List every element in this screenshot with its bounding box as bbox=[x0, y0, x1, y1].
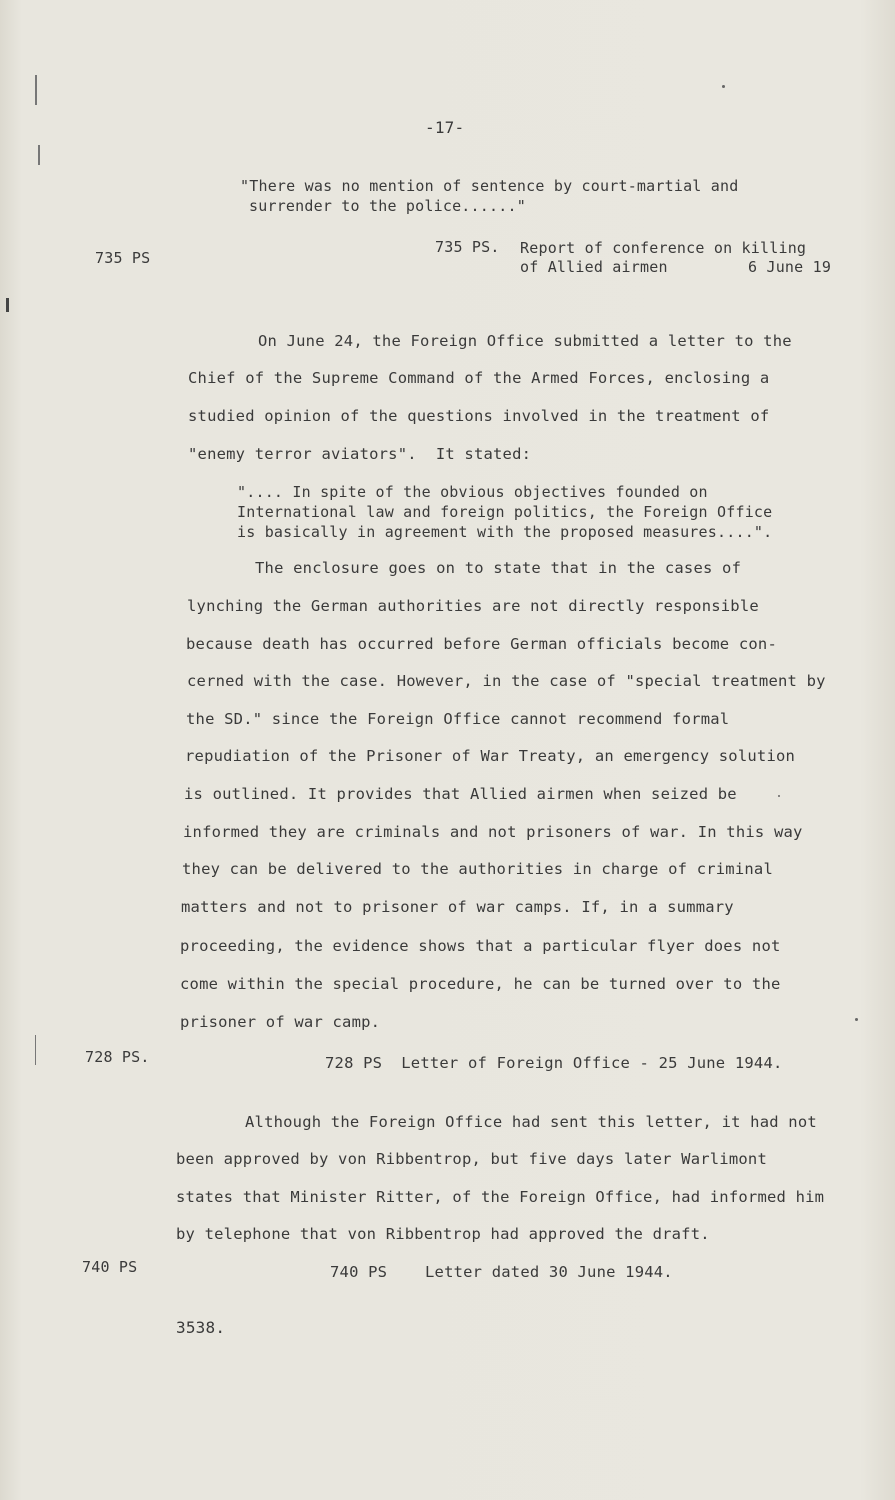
exhibit-ref: 735 PS. bbox=[435, 238, 500, 256]
paragraph-line: come within the special procedure, he can be turned over to the bbox=[180, 975, 781, 993]
paragraph-line: Chief of the Supreme Command of the Armed Forces, enclosing a bbox=[188, 369, 770, 387]
paragraph-line: matters and not to prisoner of war camps. If, in a summary bbox=[181, 898, 734, 916]
paragraph-line: studied opinion of the questions involved in the treatment of bbox=[188, 407, 770, 425]
exhibit-ref: 740 PS bbox=[330, 1263, 388, 1281]
paragraph-line: "enemy terror aviators". It stated: bbox=[188, 445, 532, 463]
exhibit-description: Letter dated 30 June 1944. bbox=[425, 1263, 673, 1281]
paragraph-line: repudiation of the Prisoner of War Treaty, an emergency solution bbox=[185, 747, 796, 765]
footer-number: 3538. bbox=[176, 1318, 226, 1337]
exhibit-description: Report of conference on killing bbox=[520, 239, 807, 257]
block-quote-line: ".... In spite of the obvious objectives founded on bbox=[237, 483, 708, 501]
paragraph-line: by telephone that von Ribbentrop had approved the draft. bbox=[176, 1225, 710, 1243]
paragraph-line: Although the Foreign Office had sent this letter, it had not bbox=[245, 1113, 817, 1131]
exhibit-citation: 728 PS Letter of Foreign Office - 25 June 1944. bbox=[325, 1054, 783, 1072]
edge-mark bbox=[38, 145, 40, 165]
paper-speck bbox=[855, 1018, 858, 1021]
paragraph-line: On June 24, the Foreign Office submitted a letter to the bbox=[258, 332, 792, 350]
margin-exhibit-ref: 728 PS. bbox=[85, 1048, 150, 1066]
exhibit-description: of Allied airmen bbox=[520, 258, 668, 276]
page-number: -17- bbox=[425, 118, 465, 137]
edge-mark bbox=[35, 75, 37, 105]
paragraph-line: cerned with the case. However, in the case of "special treatment by bbox=[187, 672, 826, 690]
paper-speck bbox=[778, 795, 780, 797]
margin-exhibit-ref: 740 PS bbox=[82, 1258, 138, 1276]
paragraph-line: is outlined. It provides that Allied airmen when seized be bbox=[184, 785, 737, 803]
paragraph-line: The enclosure goes on to state that in the cases of bbox=[255, 559, 742, 577]
exhibit-date: 6 June 19 bbox=[748, 258, 832, 276]
opening-quote-line: surrender to the police......" bbox=[249, 197, 526, 215]
block-quote-line: is basically in agreement with the proposed measures....". bbox=[237, 523, 773, 541]
paragraph-line: prisoner of war camp. bbox=[180, 1013, 381, 1031]
paragraph-line: the SD." since the Foreign Office cannot recommend formal bbox=[186, 710, 730, 728]
block-quote-line: International law and foreign politics, the Foreign Office bbox=[237, 503, 773, 521]
paragraph-line: informed they are criminals and not prisoners of war. In this way bbox=[183, 823, 803, 841]
paragraph-line: because death has occurred before German officials become con- bbox=[186, 635, 777, 653]
margin-exhibit-ref: 735 PS bbox=[95, 249, 151, 267]
paragraph-line: they can be delivered to the authorities in charge of criminal bbox=[182, 860, 773, 878]
opening-quote-line: "There was no mention of sentence by court-martial and bbox=[240, 177, 739, 195]
paragraph-line: states that Minister Ritter, of the Foreign Office, had informed him bbox=[176, 1188, 825, 1206]
edge-mark bbox=[35, 1035, 36, 1065]
paragraph-line: lynching the German authorities are not directly responsible bbox=[187, 597, 759, 615]
paragraph-line: proceeding, the evidence shows that a particular flyer does not bbox=[180, 937, 781, 955]
paper-speck bbox=[722, 85, 725, 88]
paragraph-line: been approved by von Ribbentrop, but five days later Warlimont bbox=[176, 1150, 767, 1168]
edge-mark bbox=[6, 298, 9, 312]
